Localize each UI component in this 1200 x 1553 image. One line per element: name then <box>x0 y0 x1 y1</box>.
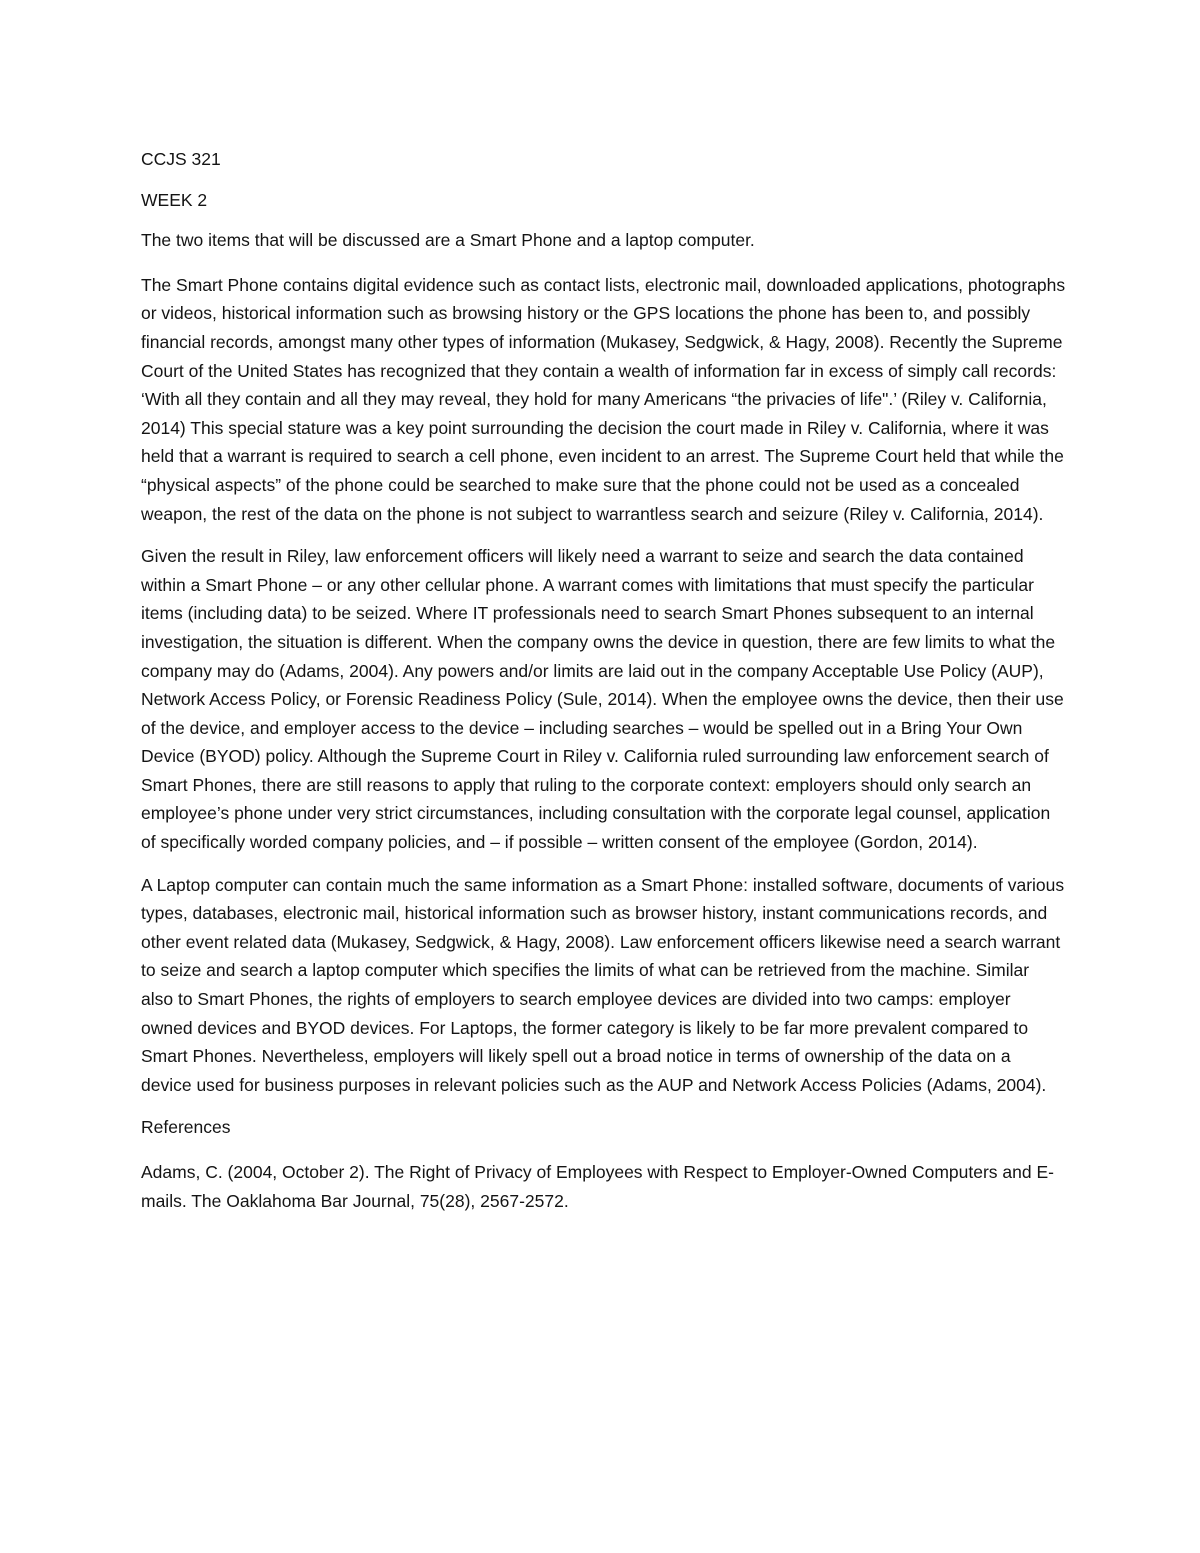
references-heading: References <box>141 1117 231 1138</box>
week-label: WEEK 2 <box>141 189 208 210</box>
course-code: CCJS 321 <box>141 149 221 169</box>
body-paragraph-riley: Given the result in Riley, law enforcement officers will likely need a warrant to seize and search the data contained within a Smart Phone – or any other cellular phone. A warrant comes with limitations that must specify the particular items (including data) to be seized. Where IT professionals need to search Smart Phones subsequent to an internal investigation, the situation is different. When the company owns the device in question, there are few limits to what the company may do (Adams, 2004). Any powers and/or limits are laid out in the company Acceptable Use Policy (AUP), Network Access Policy, or Forensic Readiness Policy (Sule, 2014). When the employee owns the device, then their use of the device, and employer access to the device – including searches – would be spelled out in a Bring Your Own Device (BYOD) policy. Although the Supreme Court in Riley v. California ruled surrounding law enforcement search of Smart Phones, there are still reasons to apply that ruling to the corporate context: employers should only search an employee’s phone under very strict circumstances, including consultation with the corporate legal counsel, application of specifically worded company policies, and – if possible – written consent of the employee (Gordon, 2014). <box>141 546 1064 853</box>
document-page <box>141 145 1066 1229</box>
body-paragraph-laptop: A Laptop computer can contain much the same information as a Smart Phone: installed software, documents of various types, databases, electronic mail, historical information such as browser history, instant communications records, and other event related data (Mukasey, Sedgwick, & Hagy, 2008). Law enforcement officers likewise need a search warrant to seize and search a laptop computer which specifies the limits of what can be retrieved from the machine. Similar also to Smart Phones, the rights of employers to search employee devices are divided into two camps: employer owned devices and BYOD devices. For Laptops, the former category is likely to be far more prevalent compared to Smart Phones. Nevertheless, employers will likely spell out a broad notice in terms of ownership of the data on a device used for business purposes in relevant policies such as the AUP and Network Access Policies (Adams, 2004). <box>141 874 1065 1095</box>
intro-paragraph: The two items that will be discussed are a Smart Phone and a laptop computer. <box>141 230 755 251</box>
body-paragraph-smart-phone: The Smart Phone contains digital evidence such as contact lists, electronic mail, downloaded applications, photographs or videos, historical information such as browsing history or the GPS locations the phone has been to, and possibly financial records, amongst many other types of information (Mukasey, Sedgwick, & Hagy, 2008). Recently the Supreme Court of the United States has recognized that they contain a wealth of information far in excess of simply call records: ‘With all they contain and all they may reveal, they hold for many Americans “the privacies of life".’ (Riley v. California, 2014) This special stature was a key point surrounding the decision the court made in Riley v. California, where it was held that a warrant is required to search a cell phone, even incident to an arrest. The Supreme Court held that while the “physical aspects” of the phone could be searched to make sure that the phone could not be used as a concealed weapon, the rest of the data on the phone is not subject to warrantless search and seizure (Riley v. California, 2014). <box>141 274 1066 524</box>
reference-entry: Adams, C. (2004, October 2). The Right of Privacy of Employees with Respect to Employer-Owned Computers and E-mails. The Oaklahoma Bar Journal, 75(28), 2567-2572. <box>141 1162 1054 1211</box>
